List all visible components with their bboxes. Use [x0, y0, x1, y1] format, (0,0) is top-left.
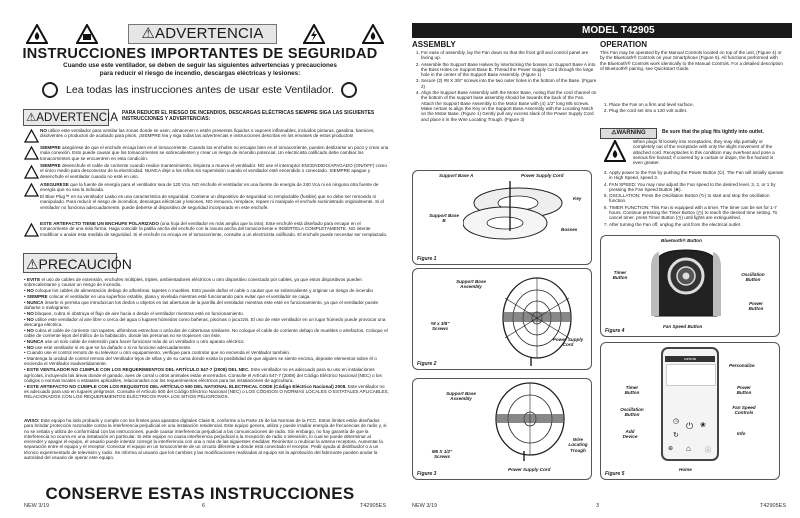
operation-step: 7. After turning the Fan off, unplug the unit from the electrical outlet.	[609, 222, 785, 227]
operation-step: 5. OSCILLATION: Press the Oscillation Button (↻) to start and stop the oscillation function.	[609, 193, 785, 204]
warning-item: NO utilice este ventilador para ventilar las zonas donde se usen, almacenen o estén presentes líquidos o vapores inflamables, incluidos pinturas, gasolina, barnices, disolventes o productos de acabado para pisos. ¡SIEMPRE lea y siga todas las advertencias e instrucciones descritas en los envases de estos productos!	[40, 128, 375, 139]
callout-personalize: Personalize	[729, 363, 755, 368]
advertencia-banner: ⚠ADVERTENCIA	[128, 24, 277, 44]
callout-support-base-a: Support Base A	[439, 173, 474, 178]
fire-hazard-icon	[26, 24, 48, 44]
figure-4-label: Figure 4	[605, 328, 625, 334]
callout-bosses: Bosses	[561, 227, 578, 232]
device-card	[666, 364, 716, 386]
precaution-item: • NO cubra el cable de corriente con tapetes, alfombras estrechas o artículos de coberturas similares. No coloque el cable de corriente debajo de muebles o artefactos. Coloque el cable de corriente lejos del tráfico de la habitación, donde las personas no se tropiecen con éste.	[24, 327, 388, 338]
read-manual-icon	[341, 82, 357, 98]
callout-info: Info	[737, 431, 746, 436]
subtitle-line-1: Cuando use este ventilador, se deben de seguir las siguientes advertencias y precauciones	[63, 62, 337, 69]
model-header-bar	[412, 23, 792, 38]
warning-label: ⚠WARNING	[600, 128, 657, 139]
model-number: MODEL T42905	[582, 25, 655, 36]
assembly-steps	[412, 50, 597, 123]
callout-oscillation-button: Oscillation Button	[741, 272, 765, 283]
read-instructions-line: Lea todas las instrucciones antes de usar este Ventilador.	[66, 84, 334, 96]
operation-steps-b	[600, 170, 785, 228]
callout-timer-button: Timer Button	[612, 270, 628, 281]
operation-intro: This Fan may be operated by the Manual Controls located on top of the unit, (Figure 4) or by the Bluetooth® Controls on your Smartphone (Figure 5). All functions performed with the Bluetooth® Controls work identically to the Manual Controls. For a detailed description of Bluetooth® pairing, see Quickstart Guide.	[600, 50, 783, 71]
figure-5	[600, 342, 780, 480]
operation-step: 6. TIMER FUNCTION: This Fan is equipped with a timer. The timer can be set for 1-7 hours. Continue pressing the Timer Button (◷) to reach the desired time setting. To cancel timer, press Timer Button (◷) until lights are extinguished.	[609, 205, 785, 221]
precaution-item: • ESTE ARTEFACTO NO CUMPLE CON LOS REQUISITOS DEL ARTÍCULO 500 DEL NATIONAL ELECTRICAL CODE (Código Eléctrico Nacional) 2008. Este ventilador no es adecuado para uso en lugares peligrosos. Consulte el Artículo 500 del Código Eléctrico Nacional (NEC) o LOS CÓDIGOS O NORMAS LOCALES O ESTATALES APLICABLES, RELACIONADOS CON LOS REQUERIMIENTOS ELÉCTRICOS PARA LOS SITIOS PELIGROSOS.	[24, 383, 389, 400]
fan-control-panel-illustration	[651, 248, 721, 320]
info-icon[interactable]: ⓘ	[705, 448, 712, 454]
assembly-step: 4. Align the Support Base Assembly with the Motor Base, noting that the cord channel on the bottom of the support base assembly should be towards the back of the Fan. Attach the Support Base Assembly to the Motor Base with (4) 1/2" long M5 screws. Make certain to align the Key on the Support Base Assembly with the Locating Notch on the Motor Base. (Figure 1) Gently pull any excess slack of the Power Supply Cord and place it in the Wire Locating Trough. (Figure 3)	[421, 90, 597, 122]
footer-page-number: 3	[596, 503, 600, 509]
fan-grill-illustration	[493, 274, 583, 366]
precaution-item: • SIEMPRE colocar el ventilador en una superficie estable, plana y nivelada mientras esté funcionando para evitar que el ventilador se caiga.	[24, 293, 311, 299]
page-right-english-assembly	[400, 0, 800, 518]
fire-hazard-icon	[362, 24, 384, 44]
callout-power-supply-cord: Power Supply Cord	[521, 173, 564, 178]
figure-5-label: Figure 5	[605, 471, 625, 477]
operation-step: 3. Apply power to the Fan by pushing the Power Button (⏻). The Fan will initially operate in High Speed, speed 3.	[609, 170, 785, 181]
fcc-notice: AVISO: Este equipo ha sido probado y cumple con los límites para aparatos digitales Clase B, conforme a la Parte 15 de las Normas de la FCC. Estos límites están diseñados para brindar protección razonable contra la interferencia perjudicial en una instalación residencial. Este equipo genera, utiliza y puede irradiar energía de frecuencias de radio y, si no se instala y utiliza de conformidad con las instrucciones, puede causar interferencia perjudicial a las comunicaciones de radio. Sin embargo, no hay garantía de que la interferencia no ocurra en una instalación en particular. Si este equipo no causa interferencia perjudicial a la recepción de radio o televisión, lo cual se puede determinar al encender y apagar el equipo, el usuario puede intentar corregir la interferencia con una o más de las siguientes medidas: Reorientar o reubicar la antena receptora. Aumentar la separación entre el equipo y el receptor. Conectar el equipo en un tomacorriente de un circuito diferente a donde está conectado el receptor. Pedir ayuda al distribuidor o a un técnico experimentado de televisión y radio. Se informa al usuario que los cambios y las modificaciones realizadas al equipo sin la aprobación del fabricante pueden anular la autoridad del usuario de operar este equipo.	[24, 418, 387, 461]
precaution-item: • Cuando use el control remoto de su televisor u otro equipamiento, verifique para controlar que no encienda el Ventilador también.	[24, 350, 291, 356]
callout-power-button: Power Button	[748, 301, 764, 312]
callout-power-button: Power Button	[736, 385, 752, 396]
callout-oscillation-button: Oscillation Button	[620, 407, 644, 418]
precaution-item: • NO utilice este ventilador al aire libre o cerca del agua o lugares húmedos como bañeras, piscinas o jacuzzis. El uso de este ventilador en un lugar húmedo puede provocar una descarga eléctrica.	[24, 316, 386, 327]
footer-revision: NEW 3/19	[412, 503, 438, 509]
footer-page-number: 6	[202, 503, 206, 509]
assembly-heading: ASSEMBLY	[412, 40, 456, 49]
precaution-item: • Mantenga la unidad de control remoto del Ventilador lejos de sillas y de su cama donde exista la posibilidad de que alguien se siente encima, deposite elementos sobre él o encienda el Ventilador inadvertidamente.	[24, 356, 377, 367]
warning-headline: Be sure that the plug fits tightly into outlet.	[662, 129, 764, 135]
warning-item: ESTE ARTEFACTO TIENE UN ENCHUFE POLARIZADO (una hoja del ventilador es más amplia que la otra). Este enchufe está diseñado para encajar en el tomacorriente de una sola forma. Haga coincidir la patilla ancha del enchufe con la ranura ancha del tomacorriente e INSÉRTELA COMPLETAMENTE. NO intente modificar o anular esta medida de seguridad. Si el enchufe no encaja en el tomacorriente, consulte a un electricista calificado. El enchufe puede necesitar ser remplazado.	[40, 221, 388, 237]
precaution-item: • NO bloquee, cubra ni obstruya el flujo de aire hacia o desde el ventilador mientras esté en funcionamiento.	[24, 310, 244, 316]
figure-3	[412, 378, 592, 480]
warning-item: SIEMPRE asegúrese de que el enchufe encaja bien en el tomacorriente. Cuando los enchufes no encajan bien en el tomacorriente, pueden deslizarse un poco y crear una mala conexión. Esto puede causar que los tomacorrientes se sobrecalienten y crear un riesgo de incendio potencial. Un electricista calificado debe cambiar los tomacorrientes que se encuentren en esta condición.	[40, 145, 389, 161]
conserve-instructions-heading: CONSERVE ESTAS INSTRUCCIONES	[45, 484, 355, 503]
callout-add-device: Add Device	[622, 429, 638, 440]
operation-heading: OPERATION	[600, 40, 647, 49]
add-device-icon[interactable]: ⊕	[668, 446, 674, 452]
callout-fan-speed-controls: Fan Speed Controls	[732, 405, 756, 416]
figure-2	[412, 268, 592, 370]
footer-doc-code: T42905ES	[360, 503, 386, 509]
flammable-liquid-icon	[76, 24, 98, 44]
precaution-item: • NO coloque los cables de alimentación debajo de alfombras, tapetes o muebles. Esto puede dañar el cable o causar que se sobrecaliente y originar un riesgo de incendio	[24, 288, 373, 294]
callout-home: Home	[679, 467, 692, 472]
warning-item: El Blue Plug™ en su ventilador Lasko es una característica de seguridad. Contiene un dispositivo de seguridad no remplazable (fusible) que no debe ser removido ni manipulado. Para reducir el riesgo de incendios, descargas eléctricas y lesiones, NO remueva, remplace, repare ni manipule el enchufe suministrado originalmente. Si el ventilador no funciona adecuadamente, puede deberse al dispositivo de seguridad incorporado en este enchufe.	[40, 194, 384, 210]
callout-bluetooth-button: Bluetooth® Button	[661, 238, 702, 243]
assembly-step: 3. Secure (2) #8 X 3/8" screws into the two outer holes in the bottom of the Base. (Figure 2)	[421, 78, 597, 89]
figure-4	[600, 235, 780, 337]
advertencia-label: ⚠ADVERTENCIA	[23, 109, 109, 126]
callout-key: Key	[573, 196, 582, 201]
callout-power-supply-cord: Power Supply Cord	[552, 337, 584, 348]
operation-step: 1. Place the Fan on a firm and level surface.	[609, 102, 785, 107]
operation-step: 2. Plug the cord set into a 120 volt outlet.	[609, 108, 785, 113]
figure-2-label: Figure 2	[417, 361, 437, 367]
warning-item: ASEGURESE que la fuente de energía para el ventilador sea de 120 Vca. NO enchufe el ventilador en una fuente de energía de 240 Vca ni en ninguna otra fuente de energía que no sea la indicada.	[40, 182, 379, 193]
figure-1	[412, 170, 592, 265]
app-title-bar: controls	[665, 356, 715, 362]
precaution-item: • ESTE VENTILADOR NO CUMPLE CON LOS REQUERIMIENTOS DEL ARTÍCULO 547-7 (2008) DEL NEC. Este ventilador no es adecuado para su uso en instalaciones agrícolas, incluyendo las áreas donde el ganado, aves de corral u otros animales están encerrados. Consulte el Artículo 547-7 (2008) del Código Eléctrico Nacional (NEC) o los códigos o normas locales o estatales aplicables, relacionados con los requerimientos eléctricos para las instalaciones de agricultura.	[24, 367, 382, 383]
precaution-list	[24, 277, 390, 400]
callout-support-base-assembly: Support Base Assembly	[456, 279, 486, 290]
oscillation-button-icon[interactable]: ↻	[673, 432, 679, 439]
electric-shock-icon	[24, 183, 39, 197]
precaucion-label: ⚠PRECAUCIÓN	[23, 253, 117, 273]
callout-wire-locating-trough: Wire Locating Trough	[568, 437, 588, 453]
timer-button-icon[interactable]: ◷	[673, 418, 680, 425]
figure-1-label: Figure 1	[417, 256, 437, 262]
warning-body: When plugs fit loosely into receptacles, they may slip partially or completely out of the receptacle with only the slight movement of the attached cord. Receptacles in this condition may overheat and pose a serious fire hazard; if covered by a curtain or drape, the fire hazard is even greater.	[633, 139, 775, 166]
footer-revision: NEW 3/19	[24, 503, 50, 509]
callout-fan-speed-button: Fan Speed Button	[663, 324, 703, 329]
assembly-step: 1. For ease of assembly, lay the Fan down so that the front grill and control panel are facing up.	[421, 50, 597, 61]
home-icon[interactable]: ⌂	[686, 444, 691, 453]
fire-hazard-icon	[24, 129, 39, 143]
power-button-icon[interactable]: ⏻	[686, 421, 694, 431]
assembly-step: 2. Assemble the Support Base Halves by interlocking the bosses on Support Base A into the Boss Holes on Support Base B. Thread the Power Supply Cord through the large hole in the center of the Support Base Assembly. (Figure 1)	[421, 62, 597, 78]
callout-power-supply-cord: Power Supply Cord	[508, 467, 551, 472]
smartphone-illustration	[661, 347, 719, 461]
electric-shock-icon	[24, 223, 39, 237]
footer-doc-code: T42905ES	[760, 503, 786, 509]
precaution-item: • NUNCA use un solo cable de extensión para hacer funcionar más de un ventilador u otro aparato eléctrico.	[24, 338, 245, 344]
warning-item: SIEMPRE desenchufe el cable de corriente cuando realice mantenimiento, limpieza o mueva el ventilador. NO use el interruptor ENCENDIDO/APAGADO (ON/OFF) como el único medio para desconectar de la electricidad. NUNCA deje a los niños sin supervisión cuando el ventilador esté encendido o conectado. SIEMPRE apague y desenchufe el ventilador cuando no esté en uso.	[40, 163, 387, 179]
fire-hazard-icon	[24, 146, 39, 160]
safety-title: INSTRUCCIONES IMPORTANTES DE SEGURIDAD	[22, 46, 378, 62]
precaution-item: • NUNCA inserte ni permita que introduzcan los dedos u objetos en las aberturas de la parrilla del ventilador mientras este esté en funcionamiento, ya que el ventilador puede dañarse o malograrse.	[24, 299, 379, 310]
callout-support-base-assembly: Support Base Assembly	[446, 391, 476, 402]
callout-support-base-b: Support Base B	[429, 213, 459, 224]
figure-3-label: Figure 3	[417, 471, 437, 477]
precaution-item: • NO use este ventilador si es que se ha dañado o si no funcione adecuadamente.	[24, 344, 192, 350]
electric-shock-icon	[303, 24, 325, 44]
fire-hazard-icon	[604, 140, 626, 162]
operation-step: 4. FAN SPEED: You may now adjust the Fan speed to the desired level, 3, 2, or 1 by pressing the Fan Speed Button (❀).	[609, 182, 785, 193]
subtitle-line-2: para reducir el riesgo de incendio, descargas eléctricas y lesiones:	[99, 70, 301, 77]
support-base-illustration	[463, 181, 568, 251]
precaution-item: • EVITE el uso de cables de extensión, enchufes múltiples, triples, ambientadores eléctricos u otro dispositivo conectado por cables, ya que estos dispositivos pueden sobrecalentarse y causar un riesgo de incendio.	[24, 277, 362, 288]
callout-screws-8x38: #8 x 3/8" Screws	[430, 321, 450, 332]
callout-timer-button: Timer Button	[624, 385, 640, 396]
electric-shock-icon	[24, 165, 39, 179]
callout-m5-screws: M5 X 1/2" Screws	[431, 449, 453, 460]
safety-subtitle	[0, 62, 400, 78]
advertencia-intro: PARA REDUCIR EL RIESGO DE INCENDIOS, DESCARGAS ELÉCTRICAS SIEMPRE SIGA LAS SIGUIENTES INSTRUCCIONES Y ADVERTENCIAS:	[122, 110, 375, 122]
operation-steps-a	[600, 102, 785, 115]
fan-speed-icon[interactable]: ❀	[700, 422, 706, 429]
